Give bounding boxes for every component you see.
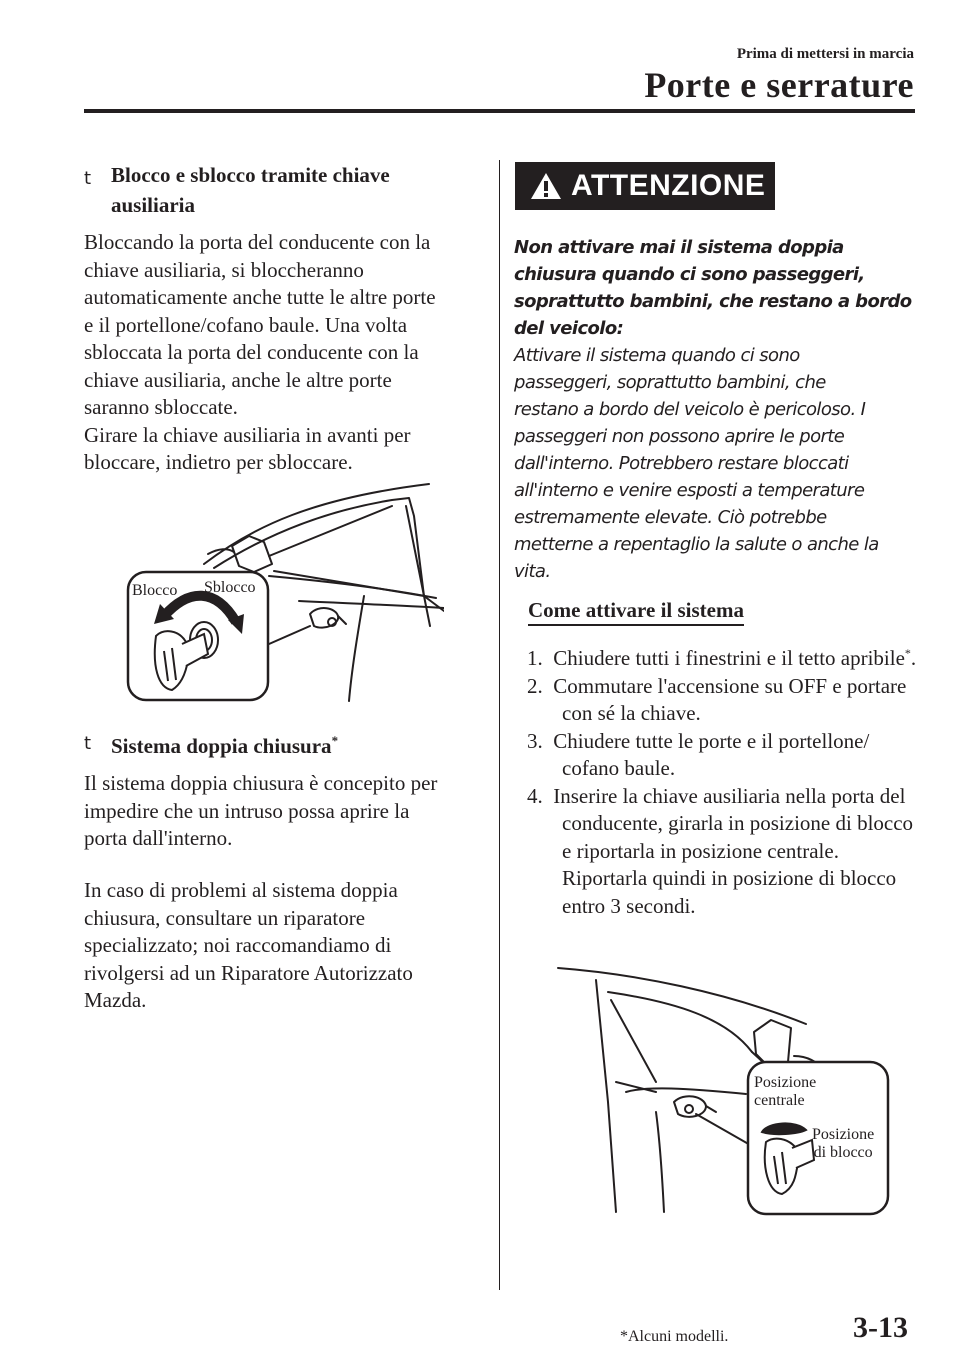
section-heading-blocco <box>111 160 390 220</box>
text-line: dall'interno. Potrebbero restare bloccati <box>514 453 849 474</box>
label-sblocco: Sblocco <box>204 579 256 596</box>
text-line: Posizione <box>812 1126 875 1143</box>
warning-text <box>514 234 914 585</box>
text-line: bloccare, indietro per sbloccare. <box>84 450 353 474</box>
text-line: Il sistema doppia chiusura è concepito per <box>84 771 438 795</box>
text-line: saranno sbloccate. <box>84 395 238 419</box>
text-line: restano a bordo del veicolo è pericoloso. I <box>514 399 866 420</box>
footnote: *Alcuni modelli. <box>620 1328 729 1345</box>
text-line: e il portellone/cofano baule. Una volta <box>84 312 408 337</box>
section-bullet: t <box>84 168 92 189</box>
figure-door-double-lock <box>556 962 896 1218</box>
label-blocco: Blocco <box>132 582 178 599</box>
text-line: passeggeri non possono aprire le porte <box>514 426 845 447</box>
text-line: centrale <box>754 1092 805 1109</box>
step-text: Inserire la chiave ausiliaria nella porta del conducente, girarla in posizione di blocco e riportarla in posizione centrale. Riportarla quindi in posizione di blocco entro 3 secondi. <box>553 783 914 918</box>
text-line: soprattutto bambini, che restano a bordo <box>514 291 912 312</box>
paragraph-blocco <box>84 229 484 477</box>
step-number: 1. <box>527 646 543 670</box>
column-divider <box>499 160 500 1290</box>
text-line: chiave ausiliaria, si bloccheranno <box>84 257 364 282</box>
text-line: metterne a repentaglio la salute o anche la <box>514 534 879 555</box>
paragraph-doppia-2 <box>84 877 484 1015</box>
step-tail: . <box>910 646 917 670</box>
text-line: all'interno e venire esposti a temperature <box>514 480 865 501</box>
figure-door-key-lock <box>124 476 444 706</box>
text-line: Girare la chiave ausiliaria in avanti per <box>84 422 411 447</box>
step-number: 4. <box>527 783 543 808</box>
text-line: automaticamente anche tutte le altre porte <box>84 285 436 309</box>
steps-list <box>527 640 922 920</box>
list-item <box>527 640 922 673</box>
howto-heading: Come attivare il sistema <box>528 598 744 626</box>
text-line: Posizione <box>754 1074 817 1091</box>
list-item <box>527 673 922 728</box>
heading-text: Sistema doppia chiusura <box>111 734 332 758</box>
list-item <box>527 728 922 783</box>
optional-mark: * <box>331 733 339 748</box>
step-number: 3. <box>527 728 543 753</box>
page-number: 3-13 <box>853 1311 908 1344</box>
text-line: del veicolo: <box>514 318 624 339</box>
paragraph-doppia-1 <box>84 770 484 853</box>
step-number: 2. <box>527 673 543 698</box>
warning-banner <box>515 162 775 210</box>
section-heading-doppia-chiusura <box>111 726 338 761</box>
step-text: Chiudere tutte le porte e il portellone/ cofano baule. <box>553 728 870 780</box>
text-line: chiave ausiliaria, anche le altre porte <box>84 367 392 392</box>
text-line: sbloccata la porta del conducente con la <box>84 340 419 364</box>
text-line: vita. <box>514 561 551 582</box>
text-line: Bloccando la porta del conducente con la <box>84 230 431 254</box>
warning-icon <box>529 171 563 201</box>
door-illustration <box>556 962 896 1218</box>
text-line: specializzato; noi raccomandiamo di <box>84 933 392 957</box>
warning-bold <box>514 234 914 342</box>
section-bullet: t <box>84 733 92 754</box>
text-line: estremamente elevate. Ciò potrebbe <box>514 507 827 528</box>
text-line: passeggeri, soprattutto bambini, che <box>514 372 826 393</box>
label-posizione-centrale <box>754 1074 816 1110</box>
heading-line: ausiliaria <box>111 193 196 217</box>
page-title: Porte e serrature <box>644 65 914 105</box>
list-item <box>527 783 922 921</box>
text-line: In caso di problemi al sistema doppia <box>84 878 398 902</box>
text-line: Mazda. <box>84 988 147 1012</box>
optional-mark: * <box>904 646 911 660</box>
chapter-title: Prima di mettersi in marcia <box>736 46 914 62</box>
heading-line: Blocco e sblocco tramite chiave <box>111 163 390 187</box>
warning-label: ATTENZIONE <box>571 169 766 202</box>
header-rule <box>84 109 915 113</box>
label-posizione-blocco <box>812 1126 874 1162</box>
text-line: chiusura quando ci sono passeggeri, <box>514 264 865 285</box>
step-text: Chiudere tutti i finestrini e il tetto apribile <box>553 646 905 670</box>
text-line: impedire che un intruso possa aprire la <box>84 798 410 823</box>
text-line: di blocco <box>813 1144 873 1161</box>
text-line: porta dall'interno. <box>84 826 233 850</box>
text-line: chiusura, consultare un riparatore <box>84 905 366 930</box>
text-line: Attivare il sistema quando ci sono <box>514 345 800 366</box>
text-line: rivolgersi ad un Riparatore Autorizzato <box>84 960 413 985</box>
text-line: Non attivare mai il sistema doppia <box>514 237 844 258</box>
step-text: Commutare l'accensione su OFF e portare con sé la chiave. <box>553 673 907 725</box>
